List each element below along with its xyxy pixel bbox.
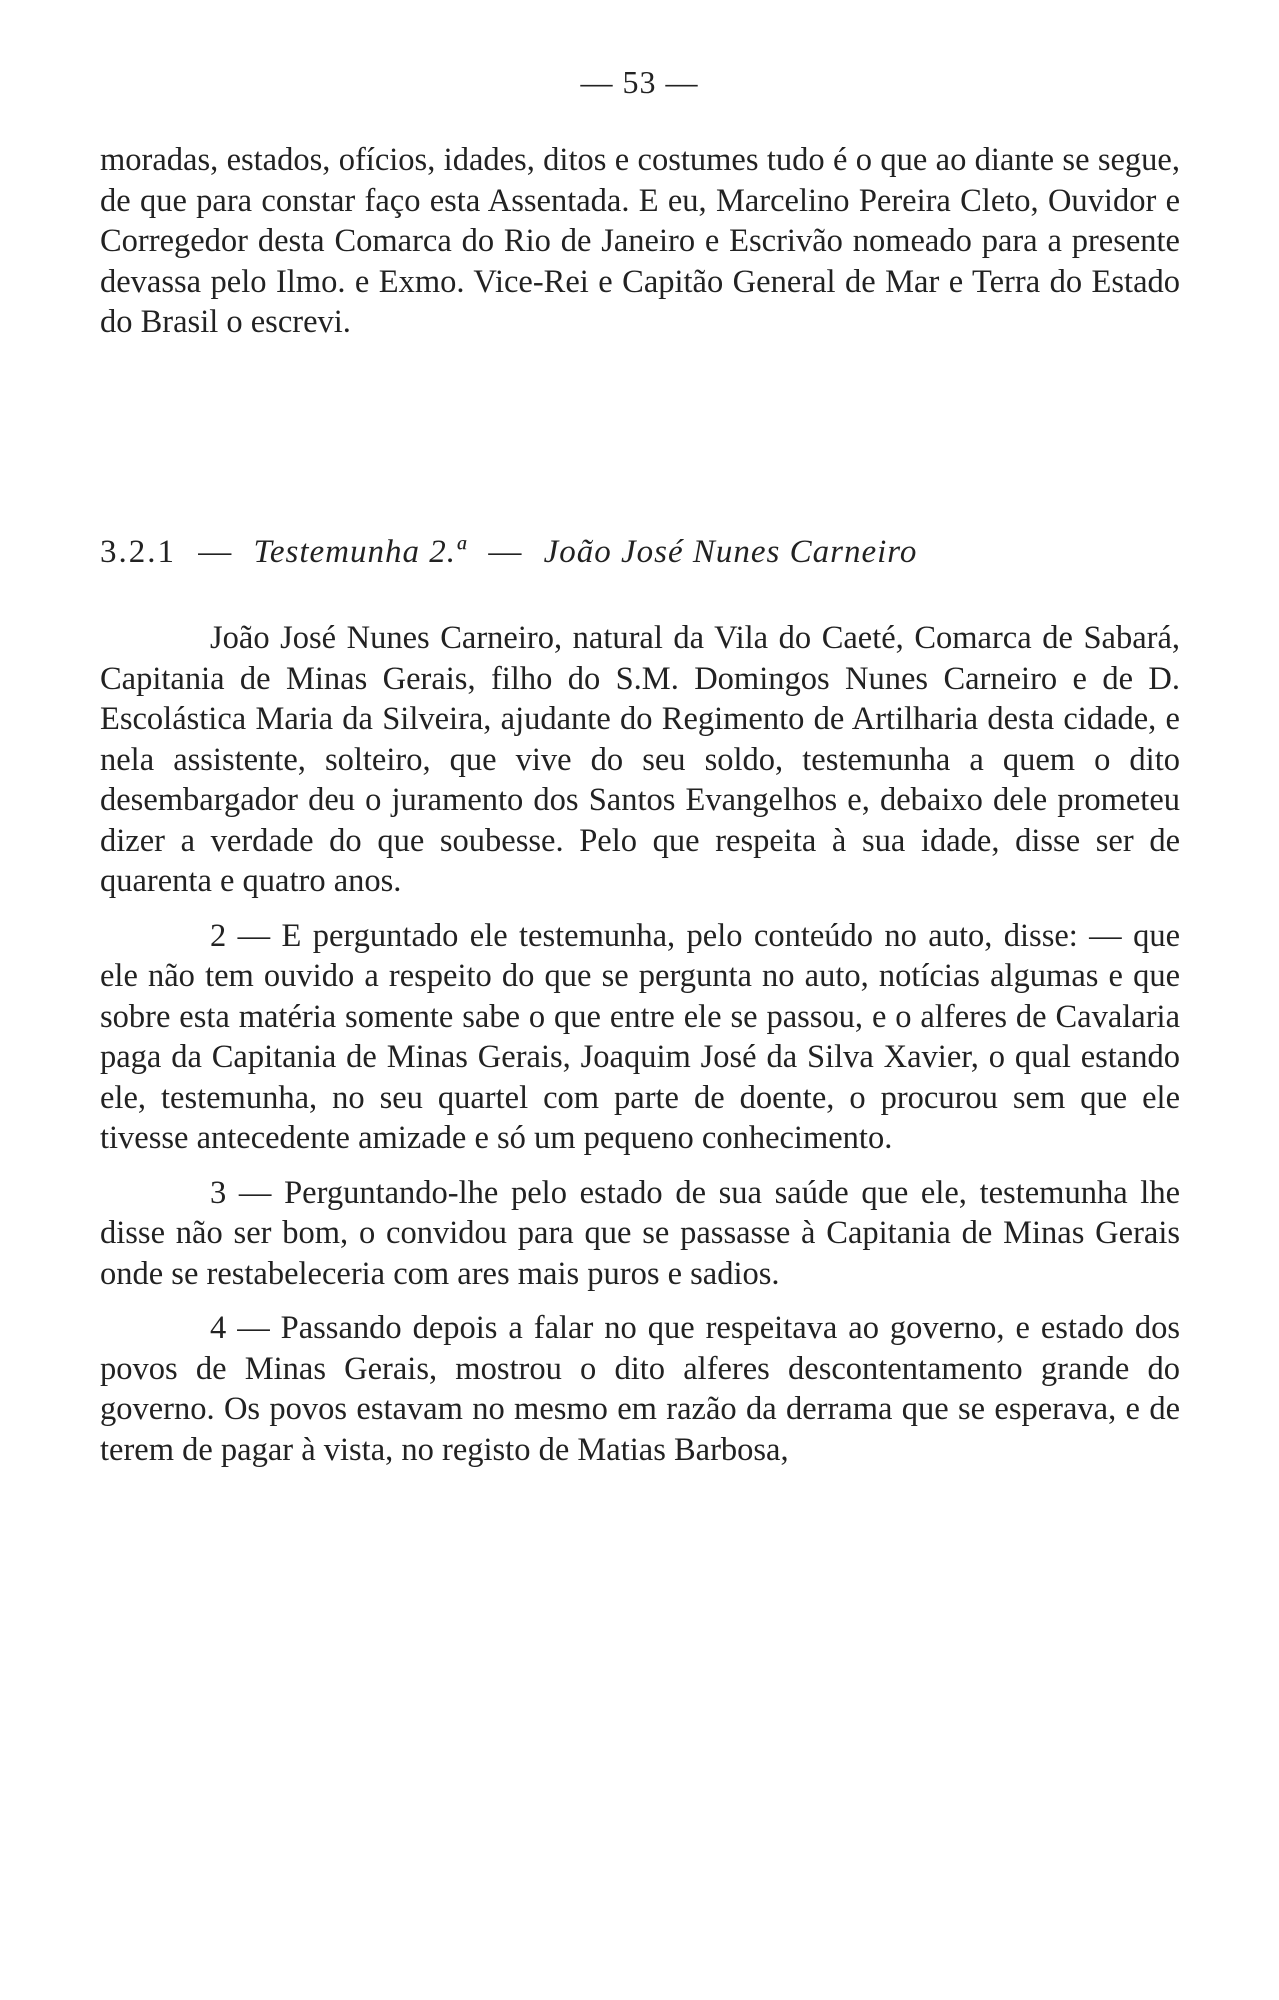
section-number: 3.2.1 [100,534,176,570]
section-heading [100,532,1180,572]
page-number: — 53 — [580,64,699,100]
testimony-body [100,618,1180,1470]
testimony-paragraph: 3 — Perguntando-lhe pelo estado de sua saúde que ele, testemunha lhe disse não ser bom, o convidou para que se passasse à Capitania de Minas Gerais onde se restabeleceria com ares mais puros e sadios. [100,1174,1180,1292]
witness-label: Testemunha 2.ª [253,534,467,570]
testimony-paragraph: 2 — E perguntado ele testemunha, pelo conteúdo no auto, disse: — que ele não tem ouvido a respeito do que se pergunta no auto, notícias algumas e que sobre esta matéria somente sabe o que entre ele se passou, e o alferes de Cavalaria paga da Capitania de Minas Gerais, Joaquim José da Silva Xavier, o qual estando ele, testemunha, no seu quartel com parte de doente, o procurou sem que ele tivesse antecedente amizade e só um pequeno conhecimento. [100,917,1180,1156]
intro-paragraph: moradas, estados, ofícios, idades, ditos e costumes tudo é o que ao diante se segue, de que para constar faço esta Assentada. E eu, Marcelino Pereira Cleto, Ouvidor e Corregedor desta Comarca do Rio de Janeiro e Escrivão nomeado para a presente devassa pelo Ilmo. e Exmo. Vice-Rei e Capitão General de Mar e Terra do Estado do Brasil o escrevi. [100,142,1180,340]
heading-dash: — [488,534,522,570]
witness-name: João José Nunes Carneiro [543,534,918,570]
intro-paragraph-block [100,140,1180,343]
testimony-paragraph: 4 — Passando depois a falar no que respeitava ao governo, e estado dos povos de Minas Gerais, mostrou o dito alferes descontentamento grande do governo. Os povos estavam no mesmo em razão da derrama que se esperava, e de terem de pagar à vista, no registo de Matias Barbosa, [100,1310,1180,1468]
testimony-paragraph: João José Nunes Carneiro, natural da Vila do Caeté, Comarca de Sabará, Capitania de Minas Gerais, filho do S.M. Domingos Nunes Carneiro e de D. Escolástica Maria da Silveira, ajudante do Regimento de Artilharia desta cidade, e nela assistente, solteiro, que vive do seu soldo, testemunha a quem o dito desembargador deu o juramento dos Santos Evangelhos e, debaixo dele prometeu dizer a verdade do que soubesse. Pelo que respeita à sua idade, disse ser de quarenta e quatro anos. [100,620,1180,899]
heading-dash: — [198,534,232,570]
